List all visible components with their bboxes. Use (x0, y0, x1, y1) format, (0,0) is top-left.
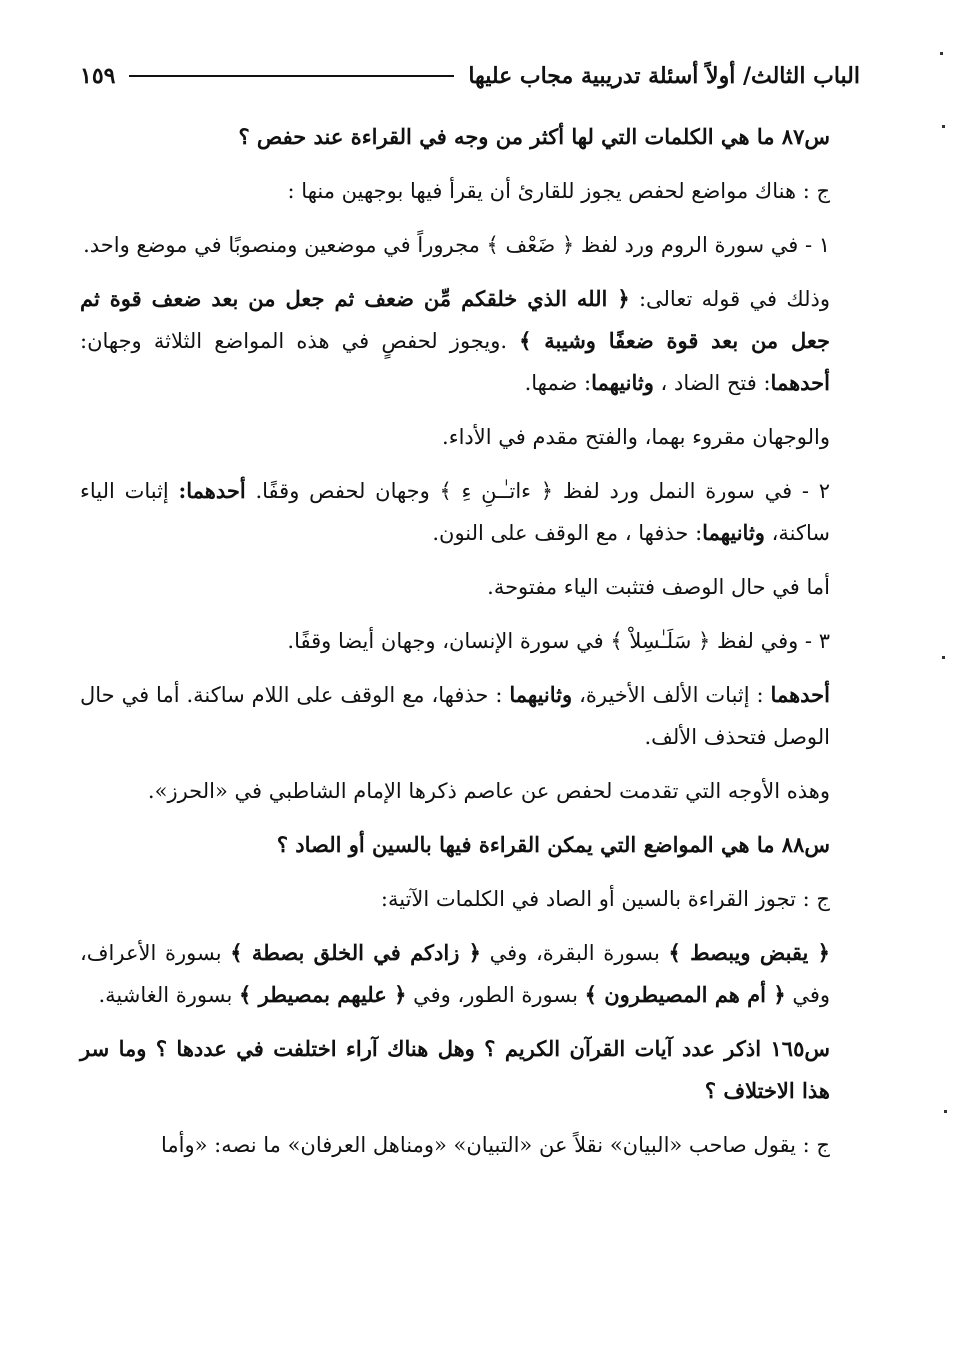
answer-87-item-3: ٣ - وفي لفظ ﴿ سَلَـٰسِلاْ ﴾ في سورة الإنسان، وجهان أيضا وقفًا. (287, 629, 830, 653)
word-3: ﴿ أم هم المصيطرون ﴾ (584, 982, 786, 1007)
answer-88-words (80, 932, 860, 1016)
item2-first-text: إثبات الياء ساكنة، (80, 479, 830, 545)
item3-second-text: : حذفها، مع الوقف على اللام ساكنة. أما في حال الوصل فتحذف الألف. (80, 683, 830, 749)
book-page (80, 58, 860, 1178)
answer-87-item-1: ١ - في سورة الروم ورد لفظ ﴿ ضَعْف ﴾ مجروراً في موضعين ومنصوبًا في موضع واحد. (83, 233, 830, 257)
word-1: ﴿ يقبض ويبصط ﴾ (668, 940, 830, 965)
answer-87-note-1: والوجهان مقروء بهما، والفتح مقدم في الأداء. (442, 425, 830, 449)
item3-first-label: أحدهما (770, 682, 830, 707)
item2-first-label: أحدهما: (178, 478, 246, 503)
quran-verse: ﴿ الله الذي خلقكم مِّن ضعف ثم جعل من بعد ضعف قوة ثم جعل من بعد قوة ضعفًا وشيبة ﴾ (80, 286, 830, 353)
answer-88-intro: ج : تجوز القراءة بالسين أو الصاد في الكلمات الآتية: (380, 887, 830, 911)
item3-first-text: : إثبات الألف الأخيرة، (572, 683, 771, 707)
second-label: وثانيهما (591, 370, 654, 395)
question-87: س٨٧ ما هي الكلمات التي لها أكثر من وجه في القراءة عند حفص ؟ (238, 124, 830, 149)
word-2-source: بسورة الأعراف، وفي (80, 941, 830, 1007)
answer-165: ج : يقول صاحب «البيان» نقلاً عن «التبيان» «ومناهل العرفان» ما نصه: «وأما (161, 1133, 830, 1157)
word-3-source: بسورة الطور، وفي (406, 983, 585, 1007)
word-1-source: بسورة البقرة، وفي (480, 941, 669, 965)
word-4: ﴿ عليهم بمصيطر ﴾ (239, 982, 407, 1007)
scan-mark (940, 52, 943, 55)
word-2: ﴿ زادكم في الخلق بصطة ﴾ (230, 940, 481, 965)
item2-start: ٢ - في سورة النمل ورد لفظ ﴿ ءاتـٰـنِ ءِ ﴾ وجهان لحفص وقفًا. (245, 479, 830, 503)
first-label: أحدهما (770, 370, 830, 395)
word-4-source: بسورة الغاشية. (98, 983, 240, 1007)
header-rule (129, 75, 454, 77)
page-number: ١٥٩ (80, 63, 116, 89)
chapter-title: الباب الثالث/ أولاً أسئلة تدريبية مجاب عليها (468, 63, 860, 89)
answer-87-item-3-detail (80, 674, 860, 758)
scan-mark (942, 125, 945, 128)
answer-87-verse-paragraph (80, 278, 860, 404)
second-text: : ضمها. (524, 371, 592, 395)
item2-second-text: : حذفها ، مع الوقف على النون. (432, 521, 703, 545)
answer-87-item-2 (80, 470, 860, 554)
scan-mark (942, 656, 945, 659)
running-header (80, 58, 860, 94)
question-88: س٨٨ ما هي المواضع التي يمكن القراءة فيها بالسين أو الصاد ؟ (276, 832, 830, 857)
first-text: : فتح الضاد ، (653, 371, 771, 395)
answer-87-note-3: وهذه الأوجه التي تقدمت لحفص عن عاصم ذكرها الإمام الشاطبي في «الحرز». (147, 779, 830, 803)
scan-mark (944, 1110, 947, 1113)
item2-second-label: وثانيهما (702, 520, 765, 545)
item3-second-label: وثانيهما (509, 682, 573, 707)
verse-after: .ويجوز لحفصٍ في هذه المواضع الثلاثة وجهان: (80, 329, 520, 353)
question-165: س١٦٥ اذكر عدد آيات القرآن الكريم ؟ وهل هناك آراء اختلفت في عددها ؟ وما سر هذا الاختلاف ؟ (80, 1036, 830, 1103)
answer-87-note-2: أما في حال الوصف فتثبت الياء مفتوحة. (487, 575, 830, 599)
answer-87-intro: ج : هناك مواضع لحفص يجوز للقارئ أن يقرأ فيها بوجهين منها : (287, 179, 830, 203)
verse-intro: وذلك في قوله تعالى: (629, 287, 830, 311)
